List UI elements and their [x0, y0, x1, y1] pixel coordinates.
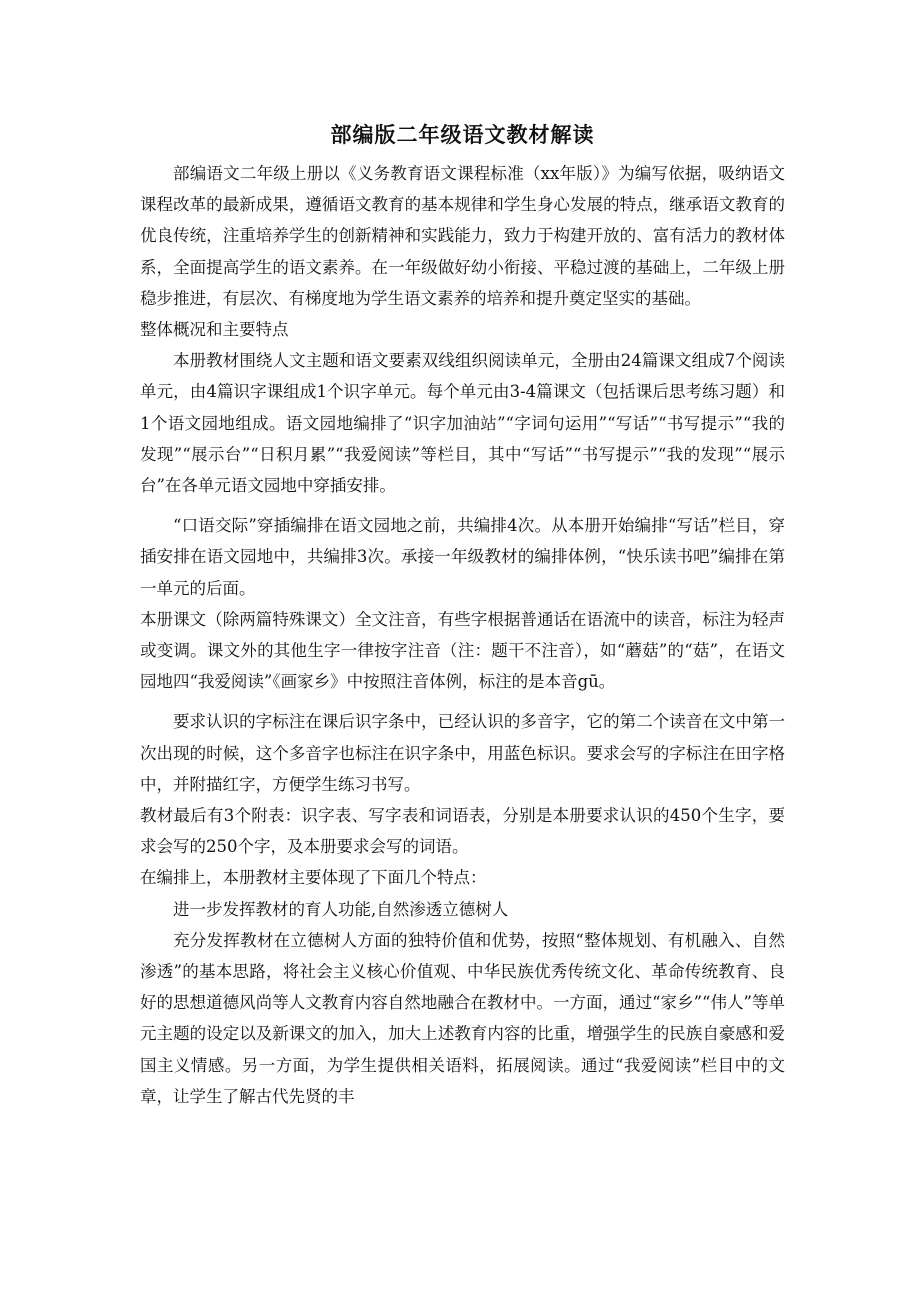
document-page	[140, 118, 785, 1112]
feature-heading: 进一步发挥教材的育人功能,自然渗透立德树人	[173, 899, 509, 919]
phonetic-paragraph: 本册课文（除两篇特殊课文）全文注音，有些字根据普通话在语流中的读音，标注为轻声或变调。课文外的其他生字一律按字注音（注：题干不注音），如“蘑菇”的“菇”，在语文园地四“我爱阅读”《画家乡》中按照注音体例，标注的是本音gū。	[140, 609, 785, 692]
section-heading: 整体概况和主要特点	[140, 320, 289, 340]
appendix-paragraph: 教材最后有3个附表：识字表、写字表和词语表，分别是本册要求认识的450个生字，要求会写的250个字，及本册要求会写的词语。	[140, 806, 785, 857]
moral-education-paragraph: 充分发挥教材在立德树人方面的独特价值和优势，按照“整体规划、有机融入、自然渗透”的基本思路，将社会主义核心价值观、中华民族优秀传统文化、革命传统教育、良好的思想道德风尚等人文教育内容自然地融合在教材中。一方面，通过“家乡”“伟人”等单元主题的设定以及新课文的加入，加大上述教育内容的比重，增强学生的民族自豪感和爱国主义情感。另一方面，为学生提供相关语料，拓展阅读。通过“我爱阅读”栏目中的文章，让学生了解古代先贤的丰	[140, 930, 785, 1106]
structure-paragraph: 本册教材围绕人文主题和语文要素双线组织阅读单元，全册由24篇课文组成7个阅读单元，由4篇识字课组成1个识字单元。每个单元由3-4篇课文（包括课后思考练习题）和1个语文园地组成。语文园地编排了“识字加油站”“字词句运用”“写话”“书写提示”“我的发现”“展示台”“日积月累”“我爱阅读”等栏目，其中“写话”“书写提示”“我的发现”“展示台”在各单元语文园地中穿插安排。	[140, 351, 785, 496]
character-paragraph: 要求认识的字标注在课后识字条中，已经认识的多音字，它的第二个读音在文中第一次出现的时候，这个多音字也标注在识字条中，用蓝色标识。要求会写的字标注在田字格中，并附描红字，方便学生练习书写。	[140, 712, 785, 794]
oral-communication-paragraph: “口语交际”穿插编排在语文园地之前，共编排4次。从本册开始编排“写话”栏目，穿插安排在语文园地中，共编排3次。承接一年级教材的编排体例，“快乐读书吧”编排在第一单元的后面。	[140, 516, 785, 598]
intro-paragraph: 部编语文二年级上册以《义务教育语文课程标准（xx年版）》为编写依据，吸纳语文课程改革的最新成果，遵循语文教育的基本规律和学生身心发展的特点，继承语文教育的优良传统，注重培养学生的创新精神和实践能力，致力于构建开放的、富有活力的教材体系，全面提高学生的语文素养。在一年级做好幼小衔接、平稳过渡的基础上，二年级上册稳步推进，有层次、有梯度地为学生语文素养的培养和提升奠定坚实的基础。	[140, 164, 785, 308]
document-title: 部编版二年级语文教材解读	[330, 123, 595, 147]
features-intro-paragraph: 在编排上，本册教材主要体现了下面几个特点：	[140, 868, 487, 888]
